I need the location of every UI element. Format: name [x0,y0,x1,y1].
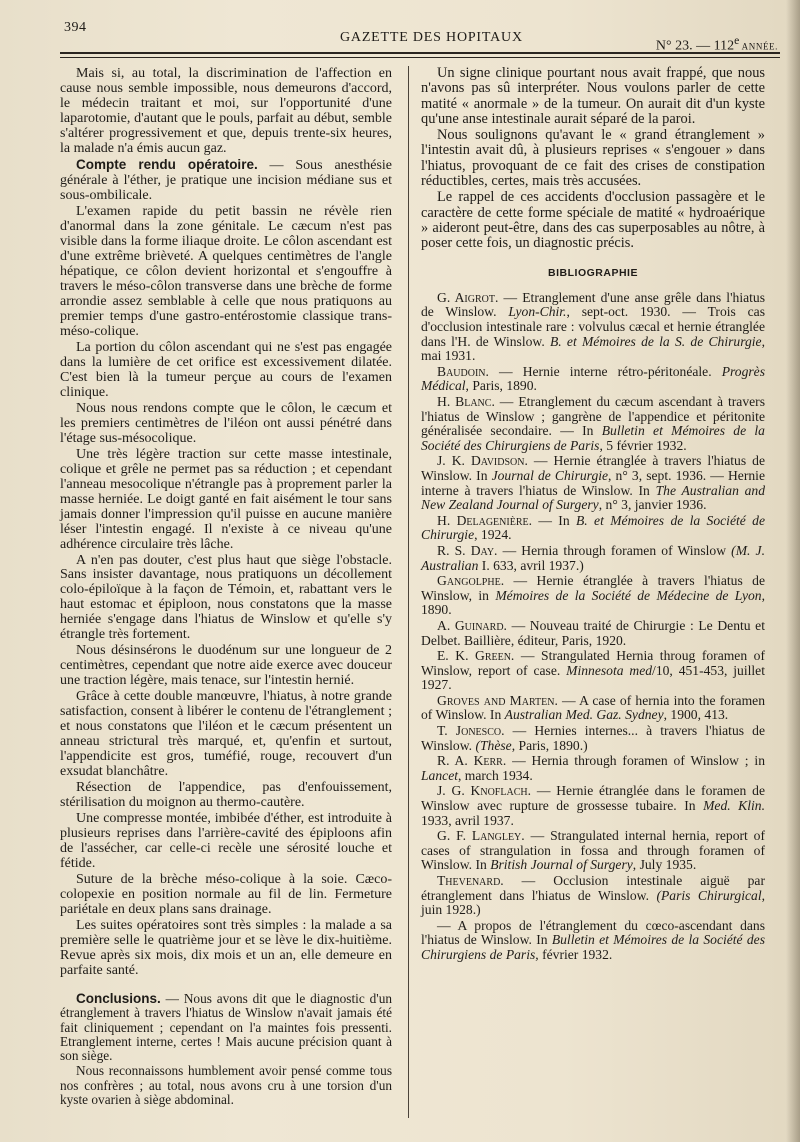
left-paragraph [60,643,392,688]
left-paragraph [60,780,392,810]
reference-source: Mémoires de la Société de Médecine de Lyon [495,587,762,603]
header-rule-thick [60,52,780,54]
reference-author: E. K. Green. [437,648,515,664]
reference-text: — Hernia through foramen of Winslow ; in [506,753,765,769]
bibliography-entry [421,395,765,453]
paragraph-text: Une compresse montée, imbibée d'éther, est introduite à plusieurs reprises dans l'arrière-cavité des épiploons afin de l'assécher, car celle-ci recèle une sérosité louche et fétide. [60,811,392,872]
reference-source: Bulletin et Mémoires de la Société des Chirurgiens de Paris [421,423,765,453]
bibliography-entry [421,649,765,693]
reference-source: Australian Med. Gaz. Sydney [504,707,664,723]
reference-source: The Australian and New Zealand Journal of Surgery [421,482,766,513]
left-paragraph [60,447,392,552]
reference-source: (Paris Chirurgical [656,887,762,903]
reference-source: Bulletin et Mémoires de la Société des Chirurgiens de Paris [421,932,765,962]
paragraph-text: Résection de l'appendice, pas d'enfouissement, stérilisation du moignon au thermo-cautère. [60,780,392,811]
reference-text: , n° 3, janvier 1936. [598,497,707,513]
reference-author: H. Blanc. [437,394,495,410]
left-paragraphs [60,66,392,978]
reference-text: — Etranglement du cæcum ascendant à travers l'hiatus de Winslow ; gangrène de l'appendice et péritonite généralisée secondaire. — In [421,394,765,439]
bibliography-entry [421,874,765,918]
paragraph-text: Les suites opératoires sont très simples : la malade a sa première selle le quatrième jour et se lève le dix-huitième. Revue après six mois, dix mois et un an, elle demeure en parfaite santé. [60,918,392,979]
paragraph-text: Nous désinsérons le duodénum sur une longueur de 2 centimètres, cependant que notre aide exerce avec douceur une traction légère, mais tenace, sur l'intestin hernié. [60,643,392,689]
reference-text: — A case of hernia into the foramen of Winslow. In [421,692,765,723]
right-paragraph: Un signe clinique pourtant nous avait frappé, que nous n'avons pas sû interpréter. Nous voulons parler de cette matité « anormale » de la tumeur. On aurait dit d'un kyste qu'une anse intestinale aurait séparé de la paroi. [421,65,765,127]
reference-text: — Hernia through foramen of Winslow [497,542,732,558]
left-paragraph [60,157,392,203]
bibliography-entry [421,829,765,873]
reference-text: I. 633, avril 1937.) [478,557,584,573]
paragraph-text: Mais si, au total, la discrimination de l'affection en cause nous semble impossible, nous demeurons d'accord, le médecin traitant et moi, sur l'opportunité d'une laparotomie, d'autant que le pouls, parfait au début, semble s'altérer progressivement et que, depuis trente-six heures, la malade n'a émis aucun gaz. [60,66,392,156]
page-header [58,20,778,54]
reference-source: B. et Mémoires de la S. de Chirurgie [549,333,762,349]
reference-text: — Hernie étranglée à travers l'hiatus de Winslow. In [421,453,765,483]
reference-source: Lancet [421,767,458,783]
page-spine-shadow [786,0,800,1142]
reference-text: — A propos de l'étranglement du cœco-ascendant dans l'hiatus de Winslow. In [421,917,765,948]
reference-author: J. G. Knoflach. [437,783,531,799]
reference-author: R. S. Day. [437,542,498,558]
reference-text: , 1890. [421,587,765,618]
reference-text: , mai 1931. [421,333,765,364]
reference-source: British Journal of Surgery [490,857,633,873]
reference-text: , n° 3, sept. 1936. — Hernie interne à travers l'hiatus de Winslow. In [421,467,765,498]
left-paragraph [60,66,392,156]
reference-source: Journal de Chirurgie [491,467,609,483]
left-paragraph [60,340,392,400]
paragraph-lead: Compte rendu opératoire. [76,156,258,172]
reference-source: B. et Mémoires de la Société de Chirurgie [421,512,765,543]
right-column [421,66,765,963]
reference-text: — Hernies internes... à travers l'hiatus de Winslow. [421,723,765,753]
reference-text: — In [532,512,576,528]
reference-author: G. Aigrot. [437,289,499,305]
right-paragraphs [421,66,765,252]
issue-sup: e [734,34,740,47]
paragraph-text: Suture de la brèche méso-colique à la soie. Cæco-colopexie en position normale au fil de lin. Fermeture pariétale en deux plans sans drainage. [60,872,392,918]
reference-source: (Thèse [475,737,512,753]
reference-text: , Paris, 1890. [465,378,537,394]
reference-text: , février 1932. [535,946,613,962]
reference-author: Gangolphe. [437,573,505,589]
bibliography-entry [421,291,765,364]
bibliography-entry [421,454,765,512]
reference-text: — Strangulated internal hernia, report of cases of strangulation in fossa and through foramen of Winslow. In [421,828,766,873]
reference-author: Groves and Marten. [437,692,558,708]
conclusions-paragraph-2: Nous reconnaissons humblement avoir pensé comme tous nos confrères ; au total, nous avons cru à une torsion d'un kyste ovarien à siège abdominal. [60,1063,392,1108]
reference-text: — Occlusion intestinale aiguë par étranglement dans l'hiatus de Winslow. [421,873,765,903]
bibliography-entry [421,754,765,783]
bibliography-entry [421,784,765,828]
issue-small: ANNÉE. [739,41,778,52]
reference-text: , Paris, 1890.) [511,737,588,753]
reference-text: — Hernie étranglée à travers l'hiatus de Winslow, in [421,573,765,603]
column-divider [408,66,409,1118]
bibliography-heading: BIBLIOGRAPHIE [548,266,638,279]
reference-source: (M. J. Australian [421,542,765,573]
reference-text: /10, 451-453, juillet 1927. [421,662,765,693]
reference-text: , 5 février 1932. [599,437,687,453]
bibliography-list [421,291,765,963]
reference-author: Baudoin. [437,363,489,379]
bibliography-entry [421,619,765,648]
issue-main: N° 23. — 112 [655,38,735,54]
right-paragraph: Le rappel de ces accidents d'occlusion passagère et le caractère de cette forme spéciale de matité « hydroaérique » aideront peut-être, dans des cas superposables au nôtre, à poser cette fois, un diagnostic précis. [421,189,765,252]
left-paragraph [60,553,392,643]
reference-author: A. Guinard. [437,617,507,633]
header-rule-thin [60,57,780,58]
reference-text: — Etranglement d'une anse grêle dans l'hiatus de Winslow. [421,289,765,320]
reference-text: , juin 1928.) [421,887,766,918]
paragraph-text: Nous nous rendons compte que le côlon, le cæcum et les premiers centimètres de l'iléon ont aussi pénétré dans l'étage sus-mésocolique. [60,400,392,446]
reference-author: T. Jonesco. [437,723,505,739]
reference-text: 1933, avril 1937. [421,812,514,828]
reference-author: H. Delagenière. [437,512,532,528]
paragraph-text: Grâce à cette double manœuvre, l'hiatus, à notre grande satisfaction, consent à libérer le contenu de l'étranglement ; et nous constatons que l'iléon et le cæcum présentent un anneau strictural très marqué, et, qu'enfin et surtout, l'appendicite est gros, tuméfié, rouge, recouvert d'un exsudat blanchâtre. [60,689,392,780]
reference-source: Minnesota med [566,662,653,678]
bibliography-entry [421,724,765,753]
journal-title: GAZETTE DES HOPITAUX [340,30,523,45]
reference-text: , July 1935. [632,857,697,873]
bibliography-entry [421,919,765,963]
reference-text: — Hernie étranglée dans le foramen de Winslow avec rupture de grossesse tubaire. In [421,783,765,814]
bibliography-entry [421,365,765,394]
bibliography-entry [421,544,765,573]
conclusions-paragraph [60,992,392,1063]
conclusions-lead: Conclusions. [76,991,161,1007]
bibliography-entry [421,694,765,723]
left-paragraph [60,918,392,978]
left-paragraph [60,401,392,446]
page-number: 394 [64,20,87,35]
paragraph-text: L'examen rapide du petit bassin ne révèle rien d'anormal dans la zone génitale. Le cæcum n'est pas visible dans la forme iliaque droite. Le côlon ascendant est d'une extrême brièveté. A quelques centimètres de l'angle hépatique, ce côlon devient horizontal et s'engouffre à travers le méso-côlon transverse dans une brèche de forme arrondie assez semblable à celle que nous pratiquons au premier temps d'une gastro-entérostomie classique trans-méso-colique. [60,203,392,339]
conclusions-text: — Nous avons dit que le diagnostic d'un étranglement à travers l'hiatus de Winslow n'avait jamais été fait cliniquement ; cependant on l'a maintes fois pressenti. Etranglement interne, certes ! Mais aucune précision quant à son siège. [60,991,392,1064]
paragraph-text: — Sous anesthésie générale à l'éther, je pratique une incision médiane sus et sous-ombilicale. [60,157,392,203]
reference-source: Lyon-Chir. [508,304,567,320]
reference-source: Med. Klin. [703,798,765,814]
right-paragraph: Nous soulignons qu'avant le « grand étranglement » l'intestin avait dû, à plusieurs reprises « s'engouer » dans l'hiatus, provoquant de ce fait des crises de constipation réductibles, certes, mais très accusées. [421,127,765,190]
reference-text: , sept-oct. 1930. — Trois cas d'occlusion intestinale rare : volvulus cæcal et hernie étranglée dans l'H. de Winslow. [421,304,766,349]
left-column [60,66,392,1107]
left-paragraph [60,689,392,779]
reference-author: J. K. Davidson. [437,453,528,469]
reference-author: G. F. Langley. [437,828,525,844]
reference-text: — Strangulated Hernia throug foramen of Winslow, report of case. [421,648,766,678]
reference-source: Progrès Médical [421,363,765,394]
reference-text: — Nouveau traité de Chirurgie : Le Dentu et Delbet. Baillière, éditeur, Paris, 1920. [421,617,765,648]
left-paragraph [60,204,392,339]
reference-text: , 1924. [474,527,512,543]
reference-author: R. A. Kerr. [437,753,507,769]
reference-author: Thevenard. [437,873,504,889]
left-paragraph [60,872,392,917]
left-paragraph [60,811,392,871]
reference-text: , 1900, 413. [663,707,729,723]
paragraph-text: Une très légère traction sur cette masse intestinale, colique et grêle ne permet pas sa réduction ; et cependant l'anneau mesocolique n'étrangle pas à proprement parler la masse herniée. Le doigt ganté en fait aisément le tour sans jamais donner l'impression qu'il puisse en aucune manière léser l'intestin engagé. Il n'existe à ce niveau qu'une adhérence circulaire très lâche. [60,446,392,552]
reference-text: , march 1934. [458,767,533,783]
paragraph-text: A n'en pas douter, c'est plus haut que siège l'obstacle. Sans insister davantage, nous pratiquons un décollement colo-épiloïque à la façon de Témoin, et, rabattant vers le haut estomac et épiploon, nous constatons que la masse herniée s'engage dans l'hiatus de Winslow et qu'elle s'y étrangle très fortement. [60,552,392,643]
reference-text: — Hernie interne rétro-péritonéale. [488,363,722,379]
paragraph-text: La portion du côlon ascendant qui ne s'est pas engagée dans la lumière de cet orifice est excessivement dilatée. C'est bien là la tumeur perçue au cours de l'examen clinique. [60,339,392,400]
bibliography-entry [421,514,765,543]
bibliography-entry [421,574,765,618]
